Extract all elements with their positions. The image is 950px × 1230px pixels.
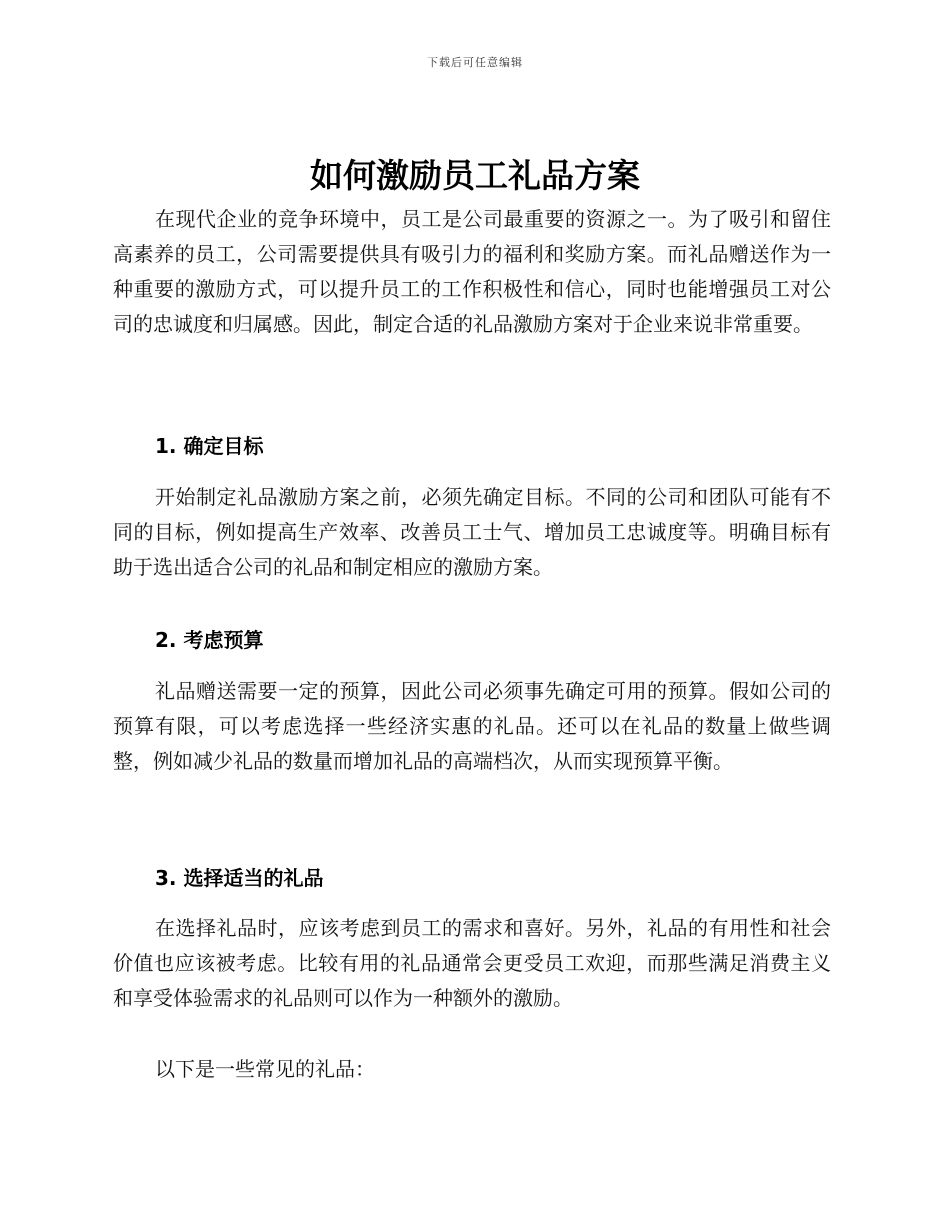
intro-paragraph: 在现代企业的竞争环境中，员工是公司最重要的资源之一。为了吸引和留住高素养的员工，公司需要提供具有吸引力的福利和奖励方案。而礼品赠送作为一种重要的激励方式，可以提升员工的工作积极性和信心，同时也能增强员工对公司的忠诚度和归属感。因此，制定合适的礼品激励方案对于企业来说非常重要。 (113, 207, 831, 336)
section-body-budget: 礼品赠送需要一定的预算，因此公司必须事先确定可用的预算。假如公司的预算有限，可以考虑选择一些经济实惠的礼品。还可以在礼品的数量上做些调整，例如减少礼品的数量而增加礼品的高端档次，从而实现预算平衡。 (113, 679, 831, 773)
section-heading-gift-choice: 3. 选择适当的礼品 (155, 866, 324, 890)
section-heading-goals: 1. 确定目标 (155, 434, 264, 458)
section-heading-budget: 2. 考虑预算 (155, 628, 264, 652)
document-title: 如何激励员工礼品方案 (310, 156, 640, 195)
closing-paragraph: 以下是一些常见的礼品： (155, 1057, 375, 1081)
section-body-gift-choice: 在选择礼品时，应该考虑到员工的需求和喜好。另外，礼品的有用性和社会价值也应该被考虑。比较有用的礼品通常会更受员工欢迎，而那些满足消费主义和享受体验需求的礼品则可以作为一种额外的激励。 (113, 916, 831, 1010)
header-note: 下载后可任意编辑 (427, 56, 523, 69)
section-body-goals: 开始制定礼品激励方案之前，必须先确定目标。不同的公司和团队可能有不同的目标，例如提高生产效率、改善员工士气、增加员工忠诚度等。明确目标有助于选出适合公司的礼品和制定相应的激励方案。 (113, 485, 831, 579)
